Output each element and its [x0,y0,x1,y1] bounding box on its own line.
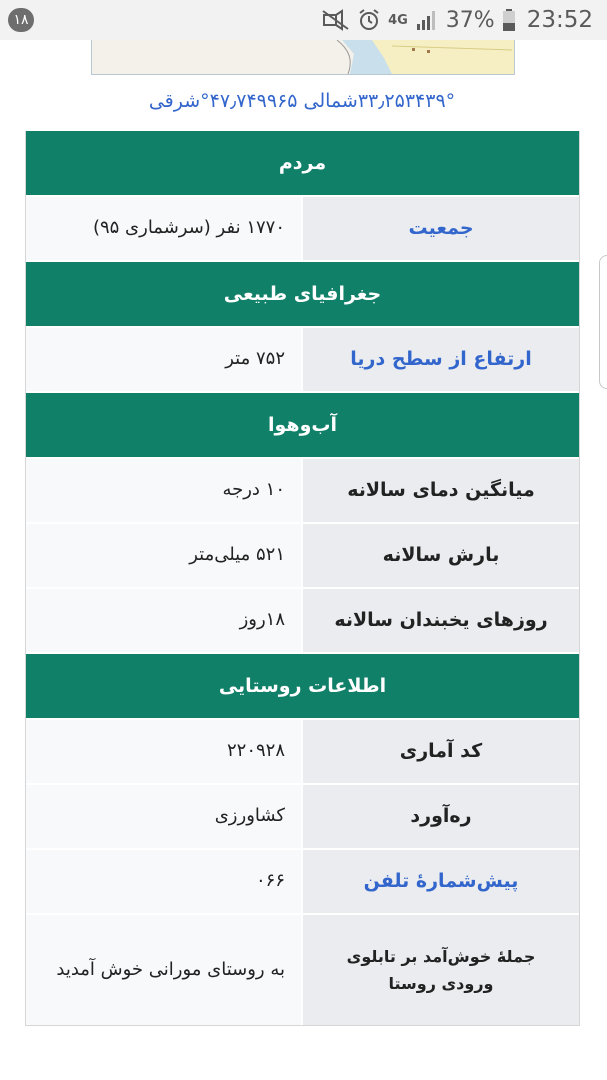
map-image [92,40,514,74]
row-value: ۲۲۰۹۲۸ [26,720,303,783]
row-value: به روستای مورانی خوش آمدید [26,915,303,1025]
infobox-row [26,197,579,262]
section-header: مردم [26,131,579,197]
row-label: جملهٔ خوش‌آمد بر تابلوی ورودی روستا [303,915,579,1025]
infobox-row [26,459,579,524]
infobox-row [26,850,579,915]
infobox-row [26,589,579,654]
row-value: ۰۶۶ [26,850,303,913]
infobox-row [26,720,579,785]
row-value: ۱۸روز [26,589,303,652]
clock: 23:52 [526,7,593,33]
mute-icon [322,9,350,31]
row-value: ۱۷۷۰ نفر (سرشماری ۹۵) [26,197,303,260]
notification-count-badge: ۱۸ [8,8,34,32]
row-value: کشاورزی [26,785,303,848]
coordinates-link[interactable]: ۳۳٫۲۵۳۴۳۹°شمالی ۴۷٫۷۴۹۹۶۵°شرقی [148,90,456,112]
row-label: کد آماری [303,720,579,783]
section-header: آب‌وهوا [26,393,579,459]
row-label-link[interactable]: جمعیت [303,197,579,260]
row-label-link[interactable]: ارتفاع از سطح دریا [303,328,579,391]
infobox-row [26,524,579,589]
alarm-icon [358,9,380,31]
status-bar [0,0,607,40]
battery-percent: 37% [445,7,495,33]
row-label: بارش سالانه [303,524,579,587]
infobox-row [26,785,579,850]
signal-icon [416,10,438,30]
battery-icon [503,9,515,31]
section-header: جغرافیای طبیعی [26,262,579,328]
row-value: ۵۲۱ میلی‌متر [26,524,303,587]
infobox-row [26,328,579,393]
infobox-row [26,915,579,1025]
infobox [25,131,580,1026]
network-type: 4G [388,12,408,28]
location-map[interactable] [91,40,515,75]
row-label-link[interactable]: پیش‌شمارهٔ تلفن [303,850,579,913]
row-label: میانگین دمای سالانه [303,459,579,522]
section-header: اطلاعات روستایی [26,654,579,720]
status-icons [322,0,593,40]
row-value: ۷۵۲ متر [26,328,303,391]
scroll-handle[interactable] [599,255,607,389]
row-label: ره‌آورد [303,785,579,848]
row-label: روزهای یخبندان سالانه [303,589,579,652]
row-value: ۱۰ درجه [26,459,303,522]
